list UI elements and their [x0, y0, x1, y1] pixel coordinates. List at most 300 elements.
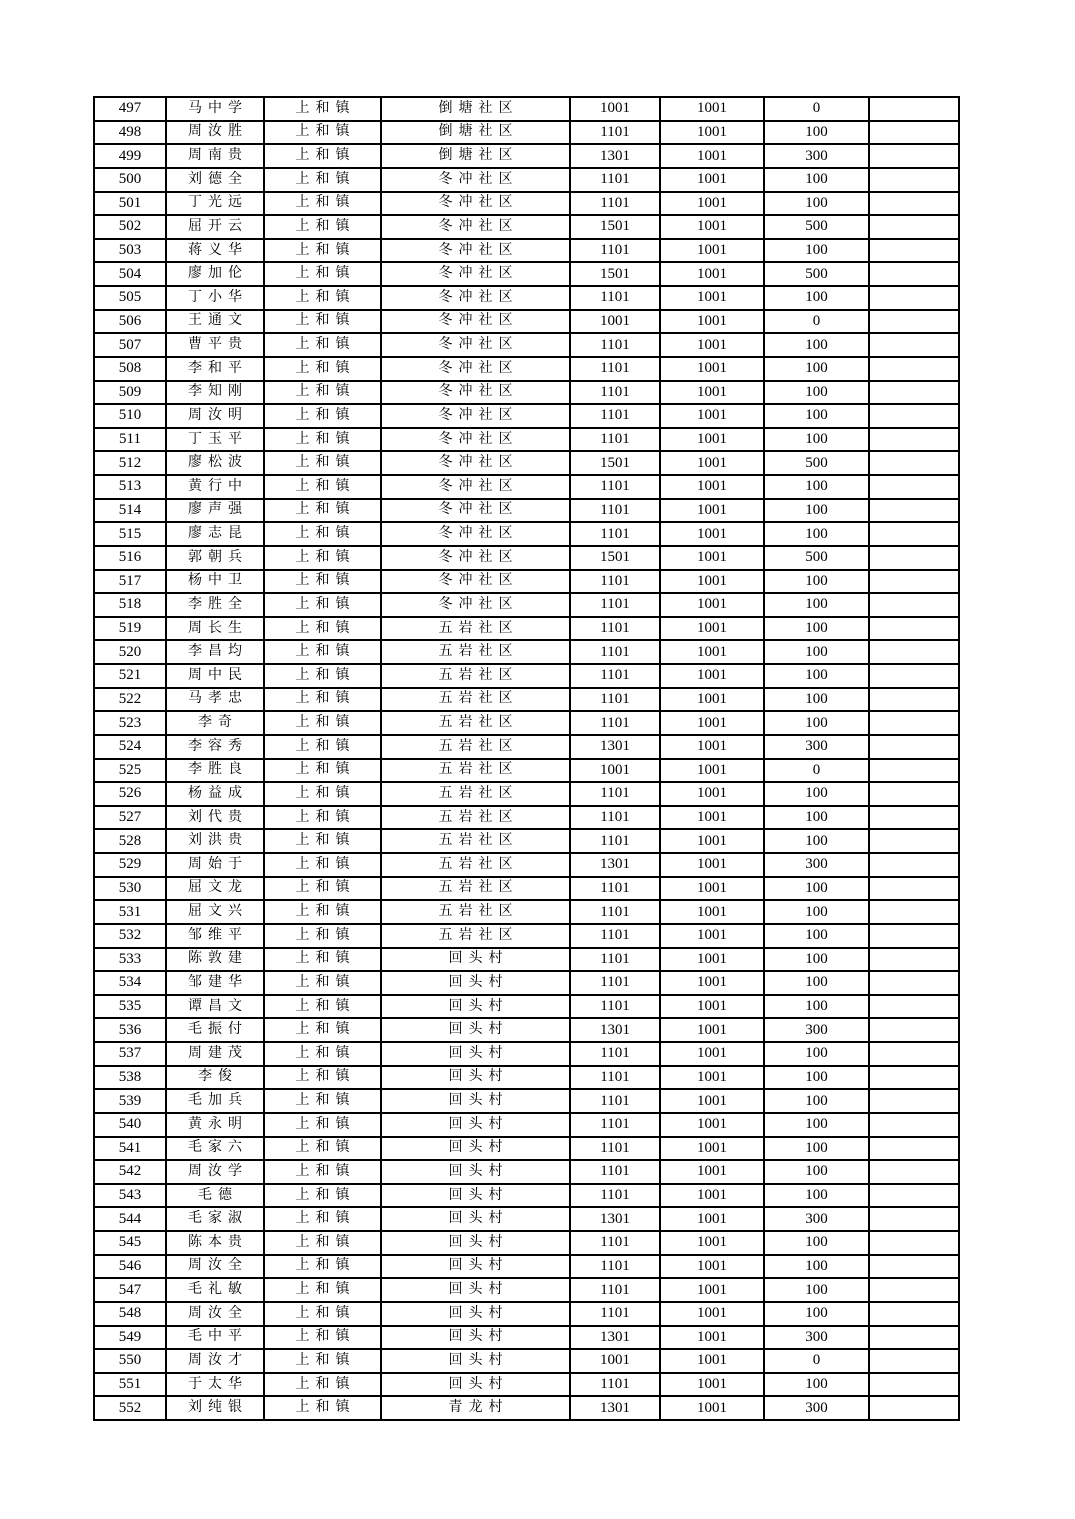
cell-person-name: 陈敦建	[166, 948, 264, 972]
cell-amount-extra: 100	[764, 829, 869, 853]
cell-person-name: 李和平	[166, 357, 264, 381]
cell-community: 倒塘社区	[381, 121, 570, 145]
cell-person-name: 周汝学	[166, 1160, 264, 1184]
cell-person-name: 杨益成	[166, 782, 264, 806]
cell-amount-base: 1001	[660, 1018, 764, 1042]
cell-person-name: 邹建华	[166, 971, 264, 995]
cell-town: 上和镇	[264, 192, 381, 216]
cell-row-number: 523	[94, 711, 166, 735]
cell-person-name: 黄永明	[166, 1113, 264, 1137]
table-row	[94, 617, 959, 641]
table-row	[94, 759, 959, 783]
cell-person-name: 廖松波	[166, 451, 264, 475]
cell-amount-base: 1001	[660, 1349, 764, 1373]
cell-person-name: 于太华	[166, 1373, 264, 1397]
cell-row-number: 524	[94, 735, 166, 759]
cell-amount-base: 1001	[660, 1160, 764, 1184]
cell-town: 上和镇	[264, 806, 381, 830]
cell-amount-extra: 300	[764, 144, 869, 168]
cell-row-number: 530	[94, 877, 166, 901]
cell-community: 五岩社区	[381, 806, 570, 830]
cell-town: 上和镇	[264, 286, 381, 310]
cell-amount-base: 1001	[660, 522, 764, 546]
cell-row-number: 520	[94, 640, 166, 664]
cell-person-name: 刘代贵	[166, 806, 264, 830]
table-row	[94, 546, 959, 570]
cell-row-number: 542	[94, 1160, 166, 1184]
cell-community: 回头村	[381, 1137, 570, 1161]
cell-amount-base: 1001	[660, 1255, 764, 1279]
cell-amount-total: 1101	[570, 924, 660, 948]
cell-community: 冬冲社区	[381, 310, 570, 334]
roster-table-body	[94, 97, 959, 1420]
cell-town: 上和镇	[264, 333, 381, 357]
table-row	[94, 451, 959, 475]
cell-remark-empty	[869, 829, 959, 853]
cell-remark-empty	[869, 475, 959, 499]
cell-amount-total: 1101	[570, 640, 660, 664]
cell-amount-extra: 100	[764, 806, 869, 830]
cell-town: 上和镇	[264, 97, 381, 121]
cell-amount-extra: 100	[764, 1066, 869, 1090]
cell-town: 上和镇	[264, 262, 381, 286]
cell-amount-extra: 0	[764, 1349, 869, 1373]
table-row	[94, 593, 959, 617]
cell-amount-total: 1101	[570, 877, 660, 901]
cell-amount-total: 1101	[570, 1184, 660, 1208]
cell-amount-base: 1001	[660, 853, 764, 877]
cell-amount-extra: 100	[764, 924, 869, 948]
cell-amount-base: 1001	[660, 1278, 764, 1302]
cell-town: 上和镇	[264, 877, 381, 901]
cell-town: 上和镇	[264, 310, 381, 334]
cell-amount-total: 1101	[570, 404, 660, 428]
cell-community: 冬冲社区	[381, 546, 570, 570]
cell-amount-extra: 100	[764, 168, 869, 192]
cell-amount-extra: 300	[764, 853, 869, 877]
cell-row-number: 510	[94, 404, 166, 428]
cell-community: 回头村	[381, 1373, 570, 1397]
cell-amount-base: 1001	[660, 239, 764, 263]
cell-row-number: 539	[94, 1089, 166, 1113]
table-row	[94, 286, 959, 310]
table-row	[94, 1255, 959, 1279]
cell-row-number: 536	[94, 1018, 166, 1042]
cell-person-name: 丁玉平	[166, 428, 264, 452]
cell-amount-extra: 100	[764, 617, 869, 641]
cell-town: 上和镇	[264, 499, 381, 523]
cell-amount-base: 1001	[660, 475, 764, 499]
cell-amount-base: 1001	[660, 310, 764, 334]
cell-row-number: 503	[94, 239, 166, 263]
cell-amount-total: 1101	[570, 1255, 660, 1279]
cell-person-name: 郭朝兵	[166, 546, 264, 570]
cell-amount-base: 1001	[660, 948, 764, 972]
table-row	[94, 144, 959, 168]
cell-community: 回头村	[381, 1302, 570, 1326]
cell-community: 冬冲社区	[381, 499, 570, 523]
cell-town: 上和镇	[264, 168, 381, 192]
table-row	[94, 1066, 959, 1090]
cell-community: 冬冲社区	[381, 192, 570, 216]
cell-town: 上和镇	[264, 1396, 381, 1420]
cell-amount-base: 1001	[660, 593, 764, 617]
cell-community: 五岩社区	[381, 900, 570, 924]
table-row	[94, 381, 959, 405]
cell-remark-empty	[869, 121, 959, 145]
cell-amount-base: 1001	[660, 1396, 764, 1420]
cell-remark-empty	[869, 948, 959, 972]
cell-amount-extra: 100	[764, 1302, 869, 1326]
cell-row-number: 514	[94, 499, 166, 523]
cell-row-number: 512	[94, 451, 166, 475]
cell-amount-total: 1101	[570, 617, 660, 641]
cell-remark-empty	[869, 1184, 959, 1208]
cell-town: 上和镇	[264, 971, 381, 995]
cell-amount-extra: 300	[764, 1326, 869, 1350]
cell-amount-base: 1001	[660, 262, 764, 286]
cell-community: 回头村	[381, 1042, 570, 1066]
cell-town: 上和镇	[264, 546, 381, 570]
cell-amount-base: 1001	[660, 688, 764, 712]
cell-community: 冬冲社区	[381, 522, 570, 546]
cell-amount-extra: 100	[764, 1160, 869, 1184]
cell-town: 上和镇	[264, 381, 381, 405]
table-row	[94, 310, 959, 334]
cell-amount-total: 1001	[570, 310, 660, 334]
cell-remark-empty	[869, 1302, 959, 1326]
cell-amount-total: 1301	[570, 1207, 660, 1231]
cell-remark-empty	[869, 971, 959, 995]
cell-amount-total: 1301	[570, 853, 660, 877]
cell-row-number: 529	[94, 853, 166, 877]
cell-remark-empty	[869, 1326, 959, 1350]
cell-town: 上和镇	[264, 900, 381, 924]
cell-amount-extra: 100	[764, 522, 869, 546]
cell-person-name: 蒋义华	[166, 239, 264, 263]
cell-person-name: 毛振付	[166, 1018, 264, 1042]
cell-amount-base: 1001	[660, 640, 764, 664]
cell-amount-extra: 300	[764, 1396, 869, 1420]
cell-town: 上和镇	[264, 711, 381, 735]
cell-amount-base: 1001	[660, 877, 764, 901]
cell-remark-empty	[869, 522, 959, 546]
cell-town: 上和镇	[264, 1302, 381, 1326]
table-row	[94, 640, 959, 664]
cell-community: 回头村	[381, 1255, 570, 1279]
cell-row-number: 517	[94, 570, 166, 594]
cell-amount-total: 1101	[570, 333, 660, 357]
cell-person-name: 毛家淑	[166, 1207, 264, 1231]
cell-town: 上和镇	[264, 924, 381, 948]
cell-person-name: 毛德	[166, 1184, 264, 1208]
cell-amount-base: 1001	[660, 711, 764, 735]
cell-person-name: 刘纯银	[166, 1396, 264, 1420]
cell-person-name: 周中民	[166, 664, 264, 688]
table-row	[94, 522, 959, 546]
table-row	[94, 1278, 959, 1302]
cell-person-name: 毛中平	[166, 1326, 264, 1350]
cell-community: 回头村	[381, 1160, 570, 1184]
cell-community: 五岩社区	[381, 924, 570, 948]
cell-amount-base: 1001	[660, 570, 764, 594]
cell-amount-extra: 100	[764, 948, 869, 972]
cell-amount-extra: 500	[764, 262, 869, 286]
cell-row-number: 508	[94, 357, 166, 381]
cell-row-number: 544	[94, 1207, 166, 1231]
cell-community: 倒塘社区	[381, 97, 570, 121]
cell-amount-total: 1101	[570, 829, 660, 853]
cell-town: 上和镇	[264, 948, 381, 972]
table-row	[94, 1089, 959, 1113]
cell-remark-empty	[869, 570, 959, 594]
cell-person-name: 周汝明	[166, 404, 264, 428]
cell-community: 回头村	[381, 1113, 570, 1137]
cell-row-number: 546	[94, 1255, 166, 1279]
cell-remark-empty	[869, 688, 959, 712]
cell-amount-extra: 100	[764, 239, 869, 263]
cell-community: 冬冲社区	[381, 333, 570, 357]
cell-remark-empty	[869, 1231, 959, 1255]
cell-community: 冬冲社区	[381, 239, 570, 263]
cell-community: 冬冲社区	[381, 570, 570, 594]
cell-community: 冬冲社区	[381, 286, 570, 310]
cell-amount-total: 1101	[570, 1231, 660, 1255]
cell-remark-empty	[869, 286, 959, 310]
cell-community: 回头村	[381, 948, 570, 972]
cell-amount-extra: 100	[764, 971, 869, 995]
cell-person-name: 屈文龙	[166, 877, 264, 901]
cell-person-name: 毛礼敏	[166, 1278, 264, 1302]
cell-town: 上和镇	[264, 829, 381, 853]
cell-amount-base: 1001	[660, 829, 764, 853]
table-row	[94, 192, 959, 216]
cell-remark-empty	[869, 1396, 959, 1420]
cell-amount-total: 1301	[570, 1326, 660, 1350]
cell-row-number: 504	[94, 262, 166, 286]
cell-row-number: 526	[94, 782, 166, 806]
cell-amount-extra: 100	[764, 1231, 869, 1255]
cell-remark-empty	[869, 546, 959, 570]
cell-amount-total: 1101	[570, 948, 660, 972]
cell-town: 上和镇	[264, 475, 381, 499]
table-row	[94, 877, 959, 901]
cell-amount-base: 1001	[660, 286, 764, 310]
cell-town: 上和镇	[264, 853, 381, 877]
cell-remark-empty	[869, 168, 959, 192]
table-row	[94, 215, 959, 239]
cell-amount-extra: 500	[764, 546, 869, 570]
cell-amount-base: 1001	[660, 192, 764, 216]
cell-amount-total: 1101	[570, 499, 660, 523]
cell-town: 上和镇	[264, 239, 381, 263]
table-row	[94, 1018, 959, 1042]
table-row	[94, 782, 959, 806]
cell-remark-empty	[869, 215, 959, 239]
cell-community: 回头村	[381, 1349, 570, 1373]
cell-remark-empty	[869, 1207, 959, 1231]
cell-town: 上和镇	[264, 782, 381, 806]
cell-amount-base: 1001	[660, 144, 764, 168]
cell-town: 上和镇	[264, 1113, 381, 1137]
cell-remark-empty	[869, 499, 959, 523]
table-row	[94, 735, 959, 759]
cell-amount-extra: 100	[764, 570, 869, 594]
cell-community: 回头村	[381, 1207, 570, 1231]
cell-row-number: 500	[94, 168, 166, 192]
cell-community: 青龙村	[381, 1396, 570, 1420]
cell-community: 回头村	[381, 1326, 570, 1350]
cell-amount-total: 1101	[570, 593, 660, 617]
cell-remark-empty	[869, 782, 959, 806]
cell-remark-empty	[869, 192, 959, 216]
cell-row-number: 545	[94, 1231, 166, 1255]
table-row	[94, 853, 959, 877]
cell-amount-total: 1101	[570, 1089, 660, 1113]
cell-amount-extra: 300	[764, 735, 869, 759]
cell-amount-extra: 100	[764, 121, 869, 145]
cell-person-name: 陈本贵	[166, 1231, 264, 1255]
cell-amount-total: 1501	[570, 451, 660, 475]
cell-amount-total: 1101	[570, 239, 660, 263]
table-row	[94, 1373, 959, 1397]
cell-person-name: 毛加兵	[166, 1089, 264, 1113]
cell-amount-total: 1101	[570, 1302, 660, 1326]
cell-town: 上和镇	[264, 593, 381, 617]
cell-community: 五岩社区	[381, 735, 570, 759]
cell-remark-empty	[869, 640, 959, 664]
table-row	[94, 262, 959, 286]
cell-remark-empty	[869, 593, 959, 617]
cell-community: 回头村	[381, 1018, 570, 1042]
cell-amount-total: 1101	[570, 286, 660, 310]
cell-row-number: 506	[94, 310, 166, 334]
cell-amount-base: 1001	[660, 121, 764, 145]
cell-amount-base: 1001	[660, 357, 764, 381]
cell-remark-empty	[869, 451, 959, 475]
cell-amount-extra: 100	[764, 1137, 869, 1161]
cell-town: 上和镇	[264, 1042, 381, 1066]
cell-amount-base: 1001	[660, 428, 764, 452]
cell-person-name: 李容秀	[166, 735, 264, 759]
cell-town: 上和镇	[264, 688, 381, 712]
cell-row-number: 549	[94, 1326, 166, 1350]
cell-amount-base: 1001	[660, 168, 764, 192]
cell-amount-base: 1001	[660, 1113, 764, 1137]
cell-town: 上和镇	[264, 1184, 381, 1208]
cell-community: 冬冲社区	[381, 215, 570, 239]
cell-row-number: 507	[94, 333, 166, 357]
cell-amount-extra: 300	[764, 1207, 869, 1231]
cell-amount-extra: 100	[764, 286, 869, 310]
cell-amount-base: 1001	[660, 664, 764, 688]
cell-remark-empty	[869, 617, 959, 641]
cell-person-name: 廖声强	[166, 499, 264, 523]
cell-amount-total: 1101	[570, 192, 660, 216]
cell-community: 回头村	[381, 995, 570, 1019]
table-row	[94, 357, 959, 381]
cell-amount-extra: 100	[764, 664, 869, 688]
cell-amount-extra: 0	[764, 759, 869, 783]
cell-person-name: 李胜全	[166, 593, 264, 617]
cell-person-name: 丁光远	[166, 192, 264, 216]
table-row	[94, 1160, 959, 1184]
cell-amount-total: 1001	[570, 1349, 660, 1373]
cell-remark-empty	[869, 995, 959, 1019]
cell-row-number: 548	[94, 1302, 166, 1326]
cell-remark-empty	[869, 310, 959, 334]
cell-remark-empty	[869, 1042, 959, 1066]
cell-amount-total: 1101	[570, 664, 660, 688]
cell-amount-total: 1101	[570, 428, 660, 452]
cell-person-name: 曹平贵	[166, 333, 264, 357]
cell-town: 上和镇	[264, 664, 381, 688]
cell-town: 上和镇	[264, 121, 381, 145]
cell-amount-base: 1001	[660, 404, 764, 428]
cell-remark-empty	[869, 144, 959, 168]
cell-amount-total: 1501	[570, 215, 660, 239]
cell-remark-empty	[869, 357, 959, 381]
cell-amount-base: 1001	[660, 1231, 764, 1255]
cell-amount-total: 1101	[570, 1137, 660, 1161]
cell-amount-total: 1501	[570, 262, 660, 286]
cell-amount-base: 1001	[660, 1042, 764, 1066]
cell-person-name: 周汝全	[166, 1302, 264, 1326]
cell-row-number: 537	[94, 1042, 166, 1066]
cell-town: 上和镇	[264, 1160, 381, 1184]
cell-person-name: 屈开云	[166, 215, 264, 239]
cell-amount-extra: 0	[764, 310, 869, 334]
cell-amount-extra: 100	[764, 1278, 869, 1302]
cell-community: 回头村	[381, 1231, 570, 1255]
table-row	[94, 404, 959, 428]
cell-community: 五岩社区	[381, 664, 570, 688]
cell-amount-extra: 100	[764, 593, 869, 617]
cell-amount-total: 1101	[570, 688, 660, 712]
table-row	[94, 806, 959, 830]
cell-row-number: 525	[94, 759, 166, 783]
cell-amount-extra: 100	[764, 782, 869, 806]
cell-remark-empty	[869, 428, 959, 452]
cell-person-name: 廖加伦	[166, 262, 264, 286]
cell-person-name: 邹维平	[166, 924, 264, 948]
cell-amount-total: 1301	[570, 1018, 660, 1042]
cell-amount-extra: 100	[764, 995, 869, 1019]
cell-row-number: 534	[94, 971, 166, 995]
cell-row-number: 541	[94, 1137, 166, 1161]
cell-row-number: 550	[94, 1349, 166, 1373]
table-row	[94, 1207, 959, 1231]
cell-remark-empty	[869, 711, 959, 735]
cell-amount-extra: 100	[764, 499, 869, 523]
cell-amount-base: 1001	[660, 499, 764, 523]
cell-amount-base: 1001	[660, 759, 764, 783]
cell-community: 冬冲社区	[381, 262, 570, 286]
cell-amount-total: 1001	[570, 759, 660, 783]
cell-person-name: 黄行中	[166, 475, 264, 499]
cell-amount-total: 1101	[570, 522, 660, 546]
cell-town: 上和镇	[264, 1066, 381, 1090]
cell-amount-extra: 500	[764, 451, 869, 475]
cell-person-name: 李知刚	[166, 381, 264, 405]
cell-town: 上和镇	[264, 215, 381, 239]
table-row	[94, 664, 959, 688]
cell-amount-total: 1001	[570, 97, 660, 121]
cell-amount-extra: 300	[764, 1018, 869, 1042]
cell-person-name: 屈文兴	[166, 900, 264, 924]
cell-town: 上和镇	[264, 357, 381, 381]
cell-amount-base: 1001	[660, 617, 764, 641]
